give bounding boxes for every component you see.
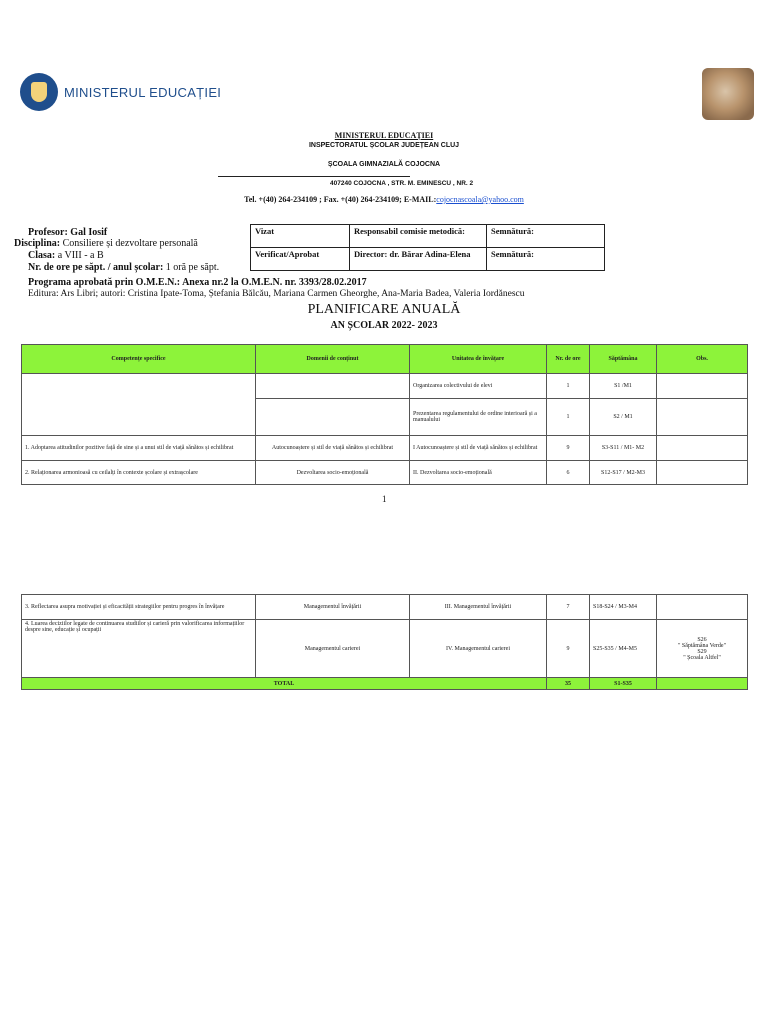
- table-cell: [251, 225, 350, 248]
- table-cell: 1. Adoptarea atitudinilor pozitive față de sine și a unui stil de viață sănătos și echilibrat: [22, 436, 256, 461]
- table-cell: S3-S11 / M1- M2: [590, 436, 657, 461]
- table-cell: [350, 225, 487, 248]
- table-cell: [487, 225, 605, 248]
- table-cell: 6: [547, 461, 590, 485]
- text: Verificat/Aprobat: [255, 249, 320, 259]
- table-cell: [350, 248, 487, 271]
- table-cell: [657, 461, 748, 485]
- text: 1 oră pe săpt.: [165, 262, 220, 273]
- table-cell: [487, 248, 605, 271]
- plan-header-row: [22, 345, 748, 374]
- table-row: [22, 620, 748, 678]
- hours-line: [28, 262, 219, 273]
- page-number: 1: [382, 494, 387, 504]
- table-cell: S2 / M1: [590, 399, 657, 436]
- table-cell: III. Managementul învățării: [410, 595, 547, 620]
- text: Programa aprobată prin O.M.E.N.: Anexa nr.2 la O.M.E.N. nr. 3393/28.02.2017: [28, 277, 367, 288]
- coat-of-arms-icon: [20, 73, 58, 111]
- email-link[interactable]: cojocnascoala@yahoo.com: [436, 195, 524, 204]
- table-cell: 4. Luarea deciziilor legate de continuarea studiilor și carieră prin valorificarea informațiilor despre sine, educație și ocupații: [22, 620, 256, 678]
- table-cell: Organizarea colectivului de elevi: [410, 374, 547, 399]
- table-cell: [256, 399, 410, 436]
- approval-table: [250, 224, 605, 271]
- table-cell: [657, 678, 748, 690]
- table-cell: 2. Relaționarea armonioasă cu ceilalți în contexte școlare și extrașcolare: [22, 461, 256, 485]
- table-cell: Autocunoaștere și stil de viață sănătos și echilibrat: [256, 436, 410, 461]
- curriculum-line: [28, 277, 367, 288]
- text: Nr. de ore pe săpt. / anul școlar:: [28, 262, 164, 273]
- header-nr-ore: Nr. de ore: [547, 345, 590, 374]
- document-title: PLANIFICARE ANUALĂ: [307, 302, 461, 317]
- table-cell: 7: [547, 595, 590, 620]
- table-row: [22, 436, 748, 461]
- table-cell: [251, 248, 350, 271]
- table-row: [22, 374, 748, 399]
- class-line: [28, 250, 104, 261]
- table-cell: S18-S24 / M3-M4: [590, 595, 657, 620]
- table-cell: [256, 374, 410, 399]
- table-cell: Prezentarea regulamentului de ordine interioară și a manualului: [410, 399, 547, 436]
- letterhead-ministry: MINISTERUL EDUCAȚIEI: [334, 131, 434, 140]
- publisher-line: Editura: Ars Libri; autori: Cristina Ipate-Toma, Ștefania Bălcău, Mariana Carmen Gheorghe, Ana-Maria Badea, Valeria Iordănescu: [28, 289, 525, 299]
- header-unitatea: Unitatea de învățare: [410, 345, 547, 374]
- table-cell: IV. Managementul carierei: [410, 620, 547, 678]
- school-emblem-image: [702, 68, 754, 120]
- table-cell: [657, 399, 748, 436]
- table-cell: Dezvoltarea socio-emoțională: [256, 461, 410, 485]
- table-cell: Managementul învățării: [256, 595, 410, 620]
- text: Clasa:: [28, 250, 56, 261]
- text: a VIII - a B: [57, 250, 104, 261]
- header-saptamana: Săptămâna: [590, 345, 657, 374]
- table-row: [22, 595, 748, 620]
- table-cell: 9: [547, 436, 590, 461]
- total-row: [22, 678, 748, 690]
- letterhead-contact: [0, 195, 768, 204]
- table-cell: 35: [547, 678, 590, 690]
- table-cell: S1-S35: [590, 678, 657, 690]
- school-year: AN ȘCOLAR 2022- 2023: [330, 320, 438, 331]
- table-cell: S25-S35 / M4-M5: [590, 620, 657, 678]
- text: Semnătură:: [491, 249, 534, 259]
- ministry-logo: [20, 72, 221, 112]
- table-cell: 1: [547, 374, 590, 399]
- table-cell: Managementul carierei: [256, 620, 410, 678]
- table-cell: [657, 595, 748, 620]
- letterhead-inspectorate: INSPECTORATUL ȘCOLAR JUDEȚEAN CLUJ: [308, 142, 460, 149]
- table-cell: S12-S17 / M2-M3: [590, 461, 657, 485]
- letterhead-divider: [218, 176, 410, 177]
- table-cell: II. Dezvoltarea socio-emoțională: [410, 461, 547, 485]
- table-cell: S1 /M1: [590, 374, 657, 399]
- plan-table-page1: [21, 344, 748, 485]
- table-cell: 3. Reflectarea asupra motivației și eficacității strategiilor pentru progres în învățare: [22, 595, 256, 620]
- table-cell: [657, 436, 748, 461]
- header-competente: Competențe specifice: [22, 345, 256, 374]
- text: Semnătură:: [491, 226, 534, 236]
- contact-text: Tel. +(40) 264-234109 ; Fax. +(40) 264-234109; E-MAIL:: [244, 195, 437, 204]
- header-domenii: Domenii de conținut: [256, 345, 410, 374]
- text: Responsabil comisie metodică:: [354, 226, 465, 236]
- header-obs: Obs.: [657, 345, 748, 374]
- table-cell: I Autocunoaștere și stil de viață sănătos și echilibrat: [410, 436, 547, 461]
- table-cell: 1: [547, 399, 590, 436]
- plan-table-page2: [21, 594, 748, 690]
- text: Consiliere și dezvoltare personală: [62, 238, 198, 249]
- table-cell: [657, 374, 748, 399]
- text: Vizat: [255, 226, 275, 236]
- professor-line: [28, 227, 107, 238]
- letterhead-address: 407240 COJOCNA , STR. M. EMINESCU , NR. 2: [330, 180, 474, 187]
- table-cell: TOTAL: [22, 678, 547, 690]
- table-cell: S26 " Săptămâna Verde" S29 " Școala Altfel": [657, 620, 748, 678]
- table-cell: [22, 374, 256, 436]
- text: Director: dr. Bărar Adina-Elena: [354, 249, 471, 259]
- text: Disciplina:: [14, 238, 61, 249]
- table-row: [22, 461, 748, 485]
- text: Profesor: Gal Iosif: [28, 227, 108, 238]
- discipline-line: [14, 238, 198, 249]
- logo-text: MINISTERUL EDUCAȚIEI: [64, 84, 222, 100]
- letterhead-school: ȘCOALA GIMNAZIALĂ COJOCNA: [327, 161, 441, 168]
- table-cell: 9: [547, 620, 590, 678]
